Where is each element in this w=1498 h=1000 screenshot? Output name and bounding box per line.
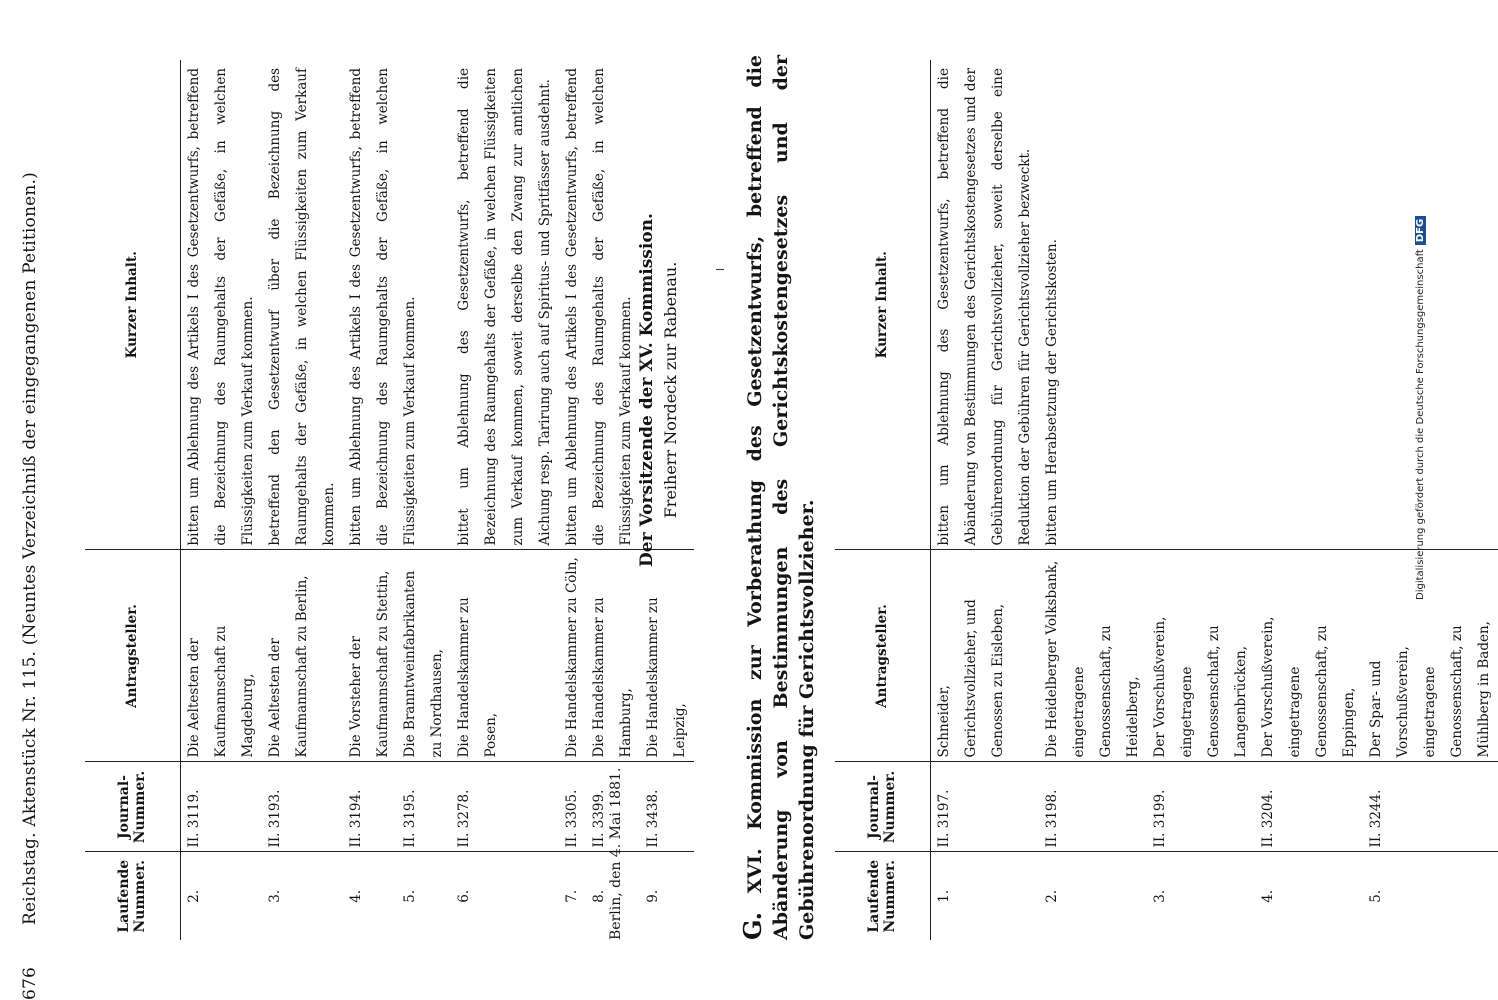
section-letter: G. <box>738 912 767 940</box>
row-nr: 6. <box>455 889 472 903</box>
row-journal: II. 3194. <box>343 762 397 852</box>
row-antragsteller: Die Branntweinfabrikanten zu Nordhausen, <box>397 550 451 762</box>
row-antragsteller: Die Vorsteher der Kaufmannschaft zu Stettin, <box>343 550 397 762</box>
table-row <box>451 60 559 940</box>
row-inhalt: bitten um Ablehnung des Gesetzentwurfs, betreffend die Abänderung von Bestimmungen des Gerichtskostengesetzes und der Gebührenordnung für Gerichtsvollzieher, soweit derselbe eine Reduktion der Gebühren für Gerichtsvollzieher bezweckt. <box>930 60 1039 550</box>
row-nr: 2. <box>185 889 202 903</box>
row-antragsteller: Die Handelskammer zu Hamburg, <box>586 550 640 762</box>
row-journal: II. 3438. <box>640 762 694 852</box>
row-nr: 5. <box>401 889 418 903</box>
table-row <box>180 60 262 940</box>
table-header-row <box>835 60 930 940</box>
col-kurzer-inhalt: Kurzer Inhalt. <box>835 60 930 550</box>
col-kurzer-inhalt: Kurzer Inhalt. <box>85 60 180 550</box>
divider <box>716 269 724 270</box>
row-journal: II. 3119. <box>180 762 262 852</box>
row-nr: 7. <box>563 889 580 903</box>
row-inhalt: bitten um Herabsetzung der Gerichtskosten. <box>1039 60 1498 550</box>
row-journal: II. 3197. <box>930 762 1039 852</box>
signature-block <box>635 110 683 670</box>
row-journal: II. 3204. <box>1255 762 1363 852</box>
digitization-note <box>1415 216 1426 600</box>
row-journal: II. 3244. <box>1363 762 1498 852</box>
table-row <box>930 60 1039 940</box>
row-antragsteller: Die Handelskammer zu Cöln, <box>559 550 586 762</box>
section-heading: XVI. Kommission zur Vorberathung des Gesetzentwurfs, betreffend die Abänderung von Bestimmungen des Gerichtskostengesetzes und der Gebührenordnung für Gerichtsvollzieher. <box>744 55 818 940</box>
row-journal: II. 3198. <box>1039 762 1147 852</box>
row-journal: II. 3399. <box>586 762 640 852</box>
row-nr: 9. <box>644 889 661 903</box>
row-nr: 4. <box>1259 889 1276 903</box>
row-nr: 3. <box>1151 889 1168 903</box>
col-journal-nummer: Journal-Nummer. <box>85 762 180 852</box>
col-laufende-nummer: Laufende Nummer. <box>85 852 180 940</box>
dfg-logo: DFG <box>1415 216 1426 245</box>
row-nr: 8. <box>590 889 607 903</box>
row-journal: II. 3195. <box>397 762 451 852</box>
row-journal: II. 3305. <box>559 762 586 852</box>
petition-table-2 <box>835 60 1498 940</box>
row-nr: 5. <box>1367 889 1384 903</box>
col-journal-nummer: Journal-Nummer. <box>835 762 930 852</box>
row-antragsteller: Der Vorschußverein, eingetragene Genossenschaft, zu Eppingen, <box>1255 550 1363 762</box>
col-antragsteller: Antragsteller. <box>835 550 930 762</box>
table-row <box>1039 60 1147 940</box>
row-inhalt: bittet um Ablehnung des Gesetzentwurfs, betreffend die Bezeichnung des Raumgehalts der Gefäße, in welchen Flüssigkeiten zum Verkauf kommen, soweit derselbe den Zwang zur amtlichen Aichung resp. Tarirung auch auf Spiritus- und Spritfässer ausdehnt. <box>451 60 559 550</box>
row-journal: II. 3199. <box>1147 762 1255 852</box>
table-row <box>262 60 343 940</box>
row-antragsteller: Der Spar- und Vorschußverein, eingetragene Genossenschaft, zu Mühlberg in Baden, <box>1363 550 1498 762</box>
row-antragsteller: Die Heidelberger Volksbank, eingetragene Genossenschaft, zu Heidelberg, <box>1039 550 1147 762</box>
col-antragsteller: Antragsteller. <box>85 550 180 762</box>
table-row <box>343 60 397 940</box>
row-inhalt: betreffend den Gesetzentwurf über die Bezeichnung des Raumgehalts der Gefäße, in welchen Flüssigkeiten zum Verkauf kommen. <box>262 60 343 550</box>
row-nr: 4. <box>347 889 364 903</box>
row-antragsteller: Die Handelskammer zu Posen, <box>451 550 559 762</box>
row-journal: II. 3278. <box>451 762 559 852</box>
row-antragsteller: Die Aeltesten der Kaufmannschaft zu Magdeburg, <box>180 550 262 762</box>
section-g-title <box>740 55 820 940</box>
row-nr: 2. <box>1043 889 1060 903</box>
row-nr: 3. <box>266 889 283 903</box>
date-line: Berlin, den 4. Mai 1881. <box>608 767 624 940</box>
row-inhalt: bitten um Ablehnung des Artikels I des Gesetzentwurfs, betreffend die Bezeichnung des Raumgehalts der Gefäße, in welchen Flüssigkeiten zum Verkauf kommen. <box>180 60 262 550</box>
row-inhalt: bitten um Ablehnung des Artikels I des Gesetzentwurfs, betreffend die Bezeichnung des Raumgehalts der Gefäße, in welchen Flüssigkeiten zum Verkauf kommen. <box>343 60 451 550</box>
row-nr: 1. <box>935 889 952 903</box>
row-antragsteller: Die Handelskammer zu Leipzig, <box>640 550 694 762</box>
row-inhalt: bitten um Ablehnung des Artikels I des Gesetzentwurfs, betreffend die Bezeichnung des Raumgehalts der Gefäße, in welchen Flüssigkeiten zum Verkauf kommen. <box>559 60 694 550</box>
col-laufende-nummer: Laufende Nummer. <box>835 852 930 940</box>
row-journal: II. 3193. <box>262 762 343 852</box>
signature-name: Freiherr Nordeck zur Rabenau. <box>661 261 680 519</box>
row-antragsteller: Die Aeltesten der Kaufmannschaft zu Berlin, <box>262 550 343 762</box>
row-antragsteller: Schneider, Gerichtsvollzieher, und Genossen zu Eisleben, <box>930 550 1039 762</box>
table-row <box>559 60 586 940</box>
running-header: Reichstag. Aktenstück Nr. 115. (Neuntes Verzeichniß der eingegangenen Petitionen.) <box>20 172 40 925</box>
digitization-text: Digitalisierung gefördert durch die Deutsche Forschungsgemeinschaft <box>1415 249 1426 600</box>
signature-title: Der Vorsitzende der XV. Kommission. <box>637 213 657 567</box>
row-antragsteller: Der Vorschußverein, eingetragene Genossenschaft, zu Langenbrücken, <box>1147 550 1255 762</box>
table-header-row <box>85 60 180 940</box>
page-number: 676 <box>20 966 40 1000</box>
petition-table-1 <box>85 60 694 940</box>
